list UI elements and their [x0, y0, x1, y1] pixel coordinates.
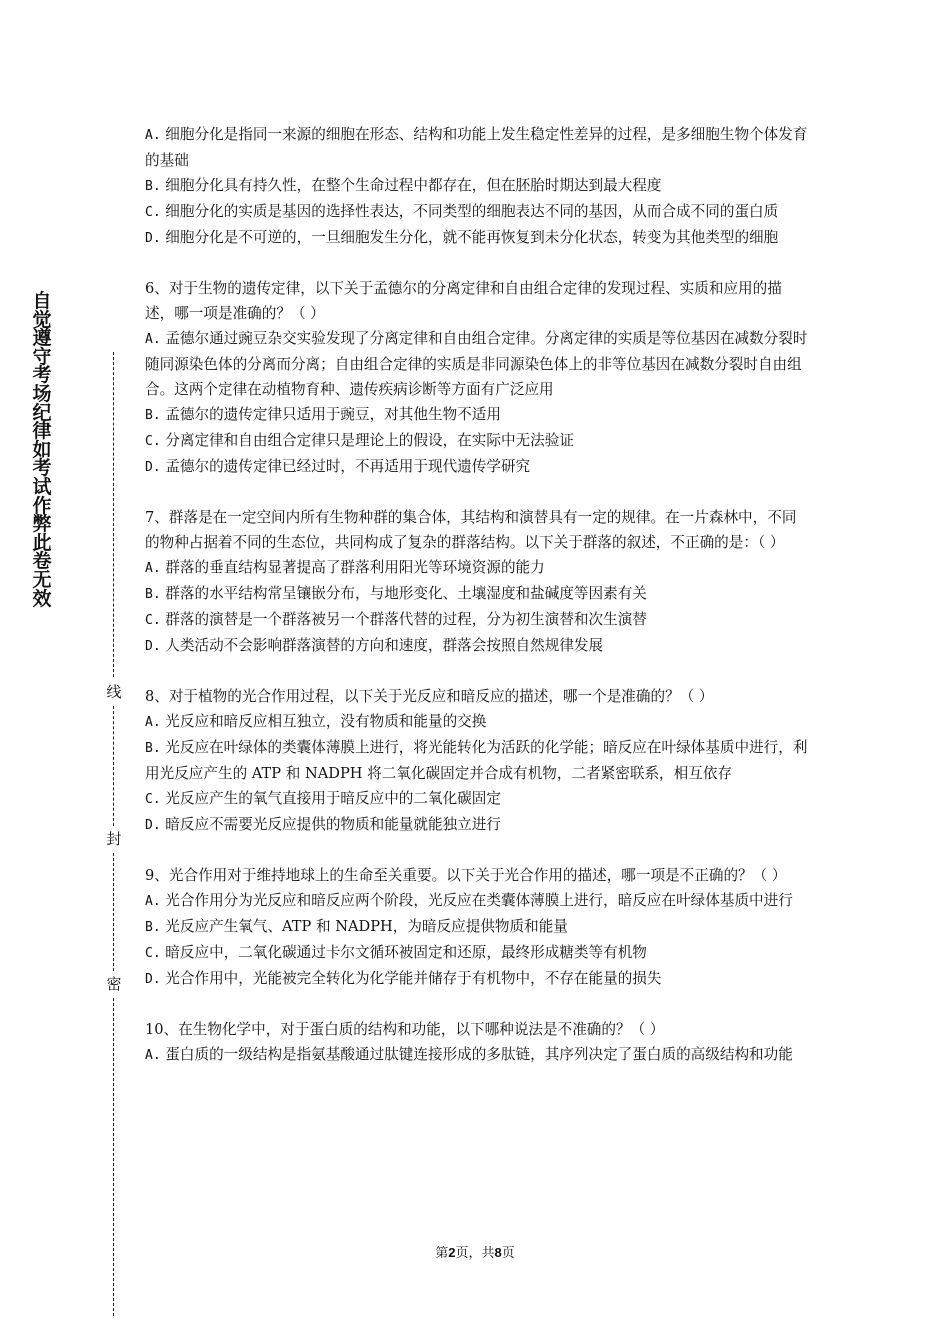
answer-option	[145, 633, 810, 659]
seal-label-mi: 密	[106, 975, 122, 993]
option-letter: C.	[145, 205, 161, 220]
answer-option	[145, 225, 810, 251]
option-letter: B.	[145, 741, 161, 756]
seal-dashed-line	[113, 352, 114, 677]
option-text: 分离定律和自由组合定律只是理论上的假设，在实际中无法验证	[165, 432, 574, 449]
seal-dashed-line	[113, 998, 114, 1316]
seal-label-feng: 封	[106, 830, 122, 848]
question-q9	[145, 863, 810, 992]
footer-suffix: 页	[501, 1246, 515, 1261]
option-text: 蛋白质的一级结构是指氨基酸通过肽键连接形成的多肽链，其序列决定了蛋白质的高级结构和功能	[165, 1046, 793, 1063]
exam-discipline-notice	[30, 292, 54, 608]
option-text: 孟德尔的遗传定律已经过时，不再适用于现代遗传学研究	[165, 458, 531, 475]
option-letter: A.	[145, 128, 161, 143]
answer-option	[145, 735, 810, 786]
option-text: 孟德尔的遗传定律只适用于豌豆，对其他生物不适用	[165, 406, 501, 423]
answer-option	[145, 454, 810, 480]
answer-option	[145, 914, 810, 940]
option-letter: B.	[145, 587, 161, 602]
option-letter: C.	[145, 792, 161, 807]
question-q6	[145, 276, 810, 480]
question-stem: 10、在生物化学中，对于蛋白质的结构和功能，以下哪种说法是不准确的？（ ）	[145, 1021, 665, 1038]
option-letter: D.	[145, 639, 161, 654]
option-text: 光合作用中，光能被完全转化为化学能并储存于有机物中，不存在能量的损失	[165, 970, 662, 987]
option-text: 人类活动不会影响群落演替的方向和速度，群落会按照自然规律发展	[165, 637, 604, 654]
option-letter: B.	[145, 408, 161, 423]
option-text: 光反应产生氧气、ATP 和 NADPH，为暗反应提供物质和能量	[165, 918, 568, 935]
page-footer	[0, 1244, 950, 1263]
footer-prefix: 第	[435, 1246, 449, 1261]
answer-option	[145, 326, 810, 402]
option-text: 暗反应不需要光反应提供的物质和能量就能独立进行	[165, 816, 501, 833]
answer-option	[145, 966, 810, 992]
question-stem: 6、对于生物的遗传定律，以下关于孟德尔的分离定律和自由组合定律的发现过程、实质和应用的描述，哪一项是准确的？（ ）	[145, 280, 782, 322]
option-letter: D.	[145, 972, 161, 987]
option-text: 群落的水平结构常呈镶嵌分布，与地形变化、土壤湿度和盐碱度等因素有关	[165, 585, 647, 602]
question-stem: 8、对于植物的光合作用过程，以下关于光反应和暗反应的描述，哪一个是准确的？（ ）	[145, 688, 714, 705]
answer-option	[145, 812, 810, 838]
option-letter: A.	[145, 894, 161, 909]
option-text: 细胞分化是指同一来源的细胞在形态、结构和功能上发生稳定性差异的过程，是多细胞生物个体发育的基础	[145, 126, 808, 169]
seal-dashed-line	[113, 706, 114, 826]
option-text: 细胞分化的实质是基因的选择性表达，不同类型的细胞表达不同的基因，从而合成不同的蛋白质	[165, 203, 779, 220]
answer-option	[145, 607, 810, 633]
answer-option	[145, 555, 810, 581]
answer-option	[145, 402, 810, 428]
answer-option	[145, 888, 810, 914]
seal-label-xian: 线	[106, 683, 122, 701]
option-letter: C.	[145, 946, 161, 961]
option-letter: D.	[145, 460, 161, 475]
option-text: 细胞分化是不可逆的，一旦细胞发生分化，就不能再恢复到未分化状态，转变为其他类型的细胞	[165, 229, 779, 246]
option-text: 群落的垂直结构显著提高了群落利用阳光等环境资源的能力	[165, 559, 545, 576]
option-letter: B.	[145, 179, 161, 194]
option-letter: D.	[145, 231, 161, 246]
question-list	[145, 122, 810, 1068]
question-stem: 9、光合作用对于维持地球上的生命至关重要。以下关于光合作用的描述，哪一项是不正确的？（ ）	[145, 867, 787, 884]
total-pages-number: 8	[494, 1245, 502, 1260]
option-text: 光反应产生的氧气直接用于暗反应中的二氧化碳固定	[165, 790, 501, 807]
option-text: 光合作用分为光反应和暗反应两个阶段，光反应在类囊体薄膜上进行，暗反应在叶绿体基质中进行	[165, 892, 793, 909]
option-letter: A.	[145, 1048, 161, 1063]
answer-option	[145, 940, 810, 966]
option-text: 群落的演替是一个群落被另一个群落代替的过程，分为初生演替和次生演替	[165, 611, 647, 628]
answer-option	[145, 1042, 810, 1068]
option-text: 暗反应中，二氧化碳通过卡尔文循环被固定和还原，最终形成糖类等有机物	[165, 944, 647, 961]
question-q5-cont	[145, 122, 810, 251]
option-text: 孟德尔通过豌豆杂交实验发现了分离定律和自由组合定律。分离定律的实质是等位基因在减数分裂时随同源染色体的分离而分离；自由组合定律的实质是非同源染色体上的非等位基因在减数分裂时自由组合。这两个定律在动植物育种、遗传疾病诊断等方面有广泛应用	[145, 330, 808, 398]
question-stem: 7、群落是在一定空间内所有生物种群的集合体，其结构和演替具有一定的规律。在一片森林中，不同的物种占据着不同的生态位，共同构成了复杂的群落结构。以下关于群落的叙述，不正确的是：（ ）	[145, 509, 797, 551]
question-q10	[145, 1017, 810, 1068]
option-text: 光反应在叶绿体的类囊体薄膜上进行，将光能转化为活跃的化学能；暗反应在叶绿体基质中进行，利用光反应产生的 ATP 和 NADPH 将二氧化碳固定并合成有机物，二者紧密联系，相互依存	[145, 739, 808, 782]
answer-option	[145, 199, 810, 225]
answer-option	[145, 173, 810, 199]
option-letter: D.	[145, 818, 161, 833]
question-q7	[145, 505, 810, 659]
answer-option	[145, 786, 810, 812]
option-letter: C.	[145, 613, 161, 628]
option-letter: A.	[145, 561, 161, 576]
current-page-number: 2	[448, 1245, 456, 1260]
option-letter: A.	[145, 715, 161, 730]
answer-option	[145, 122, 810, 173]
option-letter: B.	[145, 920, 161, 935]
option-text: 细胞分化具有持久性，在整个生命过程中都存在，但在胚胎时期达到最大程度	[165, 177, 662, 194]
option-text: 光反应和暗反应相互独立，没有物质和能量的交换	[165, 713, 487, 730]
notice-text: 自觉遵守考场纪律如考试作弊此卷无效	[32, 290, 52, 610]
question-q8	[145, 684, 810, 838]
footer-middle: 页，共	[455, 1246, 495, 1261]
seal-dashed-line	[113, 853, 114, 971]
option-letter: C.	[145, 434, 161, 449]
answer-option	[145, 581, 810, 607]
answer-option	[145, 428, 810, 454]
option-letter: A.	[145, 332, 161, 347]
answer-option	[145, 709, 810, 735]
